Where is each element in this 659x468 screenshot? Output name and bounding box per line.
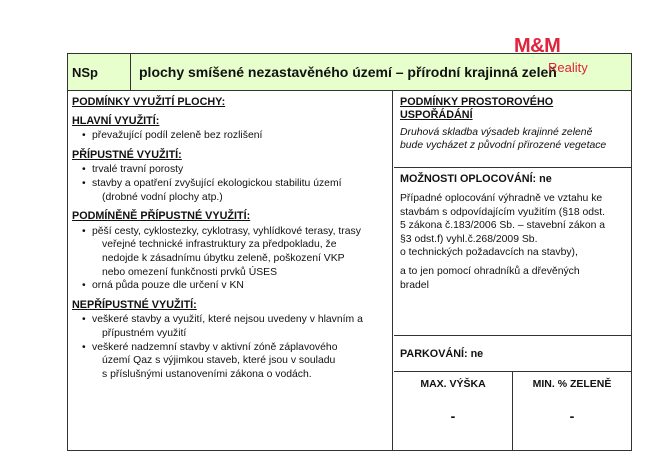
list-item (82, 177, 388, 204)
max-height-value: - (450, 408, 456, 424)
forbidden-usage-title: NEPŘÍPUSTNÉ VYUŽITÍ: (72, 298, 197, 311)
list-item-text: veškeré nadzemní stavby v aktivní zóně záplavového (92, 341, 338, 353)
fencing-title: MOŽNOSTI OPLOCOVÁNÍ: ne (400, 173, 552, 185)
list-item (82, 341, 388, 382)
main-usage-list (72, 129, 388, 143)
watermark-logo-sub: Reality (548, 60, 588, 75)
main-usage-title: HLAVNÍ VYUŽITÍ: (72, 114, 160, 127)
list-item (82, 225, 388, 279)
fencing-section (394, 168, 631, 336)
spatial-section (394, 91, 631, 168)
fencing-text-line: a to jen pomocí ohradníků a dřevěných (400, 266, 580, 278)
max-height-cell (394, 372, 512, 450)
table-header (68, 54, 631, 91)
fencing-text-line: o technických požadavcích na stavby), (400, 247, 578, 259)
list-item-continuation: (drobné vodní plochy atp.) (102, 191, 223, 203)
spatial-title: PODMÍNKY PROSTOROVÉHO USPOŘÁDÁNÍ (400, 96, 554, 122)
allowed-usage-list (72, 163, 388, 204)
regulation-table (67, 53, 632, 451)
usage-heading: PODMÍNKY VYUŽITÍ PLOCHY: (72, 96, 226, 108)
limits-row (394, 372, 631, 450)
fencing-text-line: Případné oplocování výhradně ve vztahu ke (400, 193, 603, 205)
list-item-text: stavby a opatření zvyšující ekologickou stabilitu území (92, 177, 342, 189)
list-item (82, 313, 388, 340)
allowed-usage-title: PŘÍPUSTNÉ VYUŽITÍ: (72, 148, 182, 161)
list-item: • orná půda pouze dle určení v KN (82, 279, 388, 293)
usage-conditions (68, 91, 393, 450)
list-item: • trvalé travní porosty (82, 163, 388, 177)
zone-code: NSp (68, 54, 131, 90)
list-item-continuation: území Qaz s výjimkou staveb, které jsou v souladu (102, 355, 336, 367)
spatial-text-line: bude vycházet z původní přirozené vegetace (400, 140, 607, 152)
max-height-label: MAX. VÝŠKA (420, 378, 486, 390)
list-item-continuation: nebo omezení funkčnosti prvků ÚSES (102, 266, 278, 278)
min-green-cell (512, 372, 631, 450)
forbidden-usage-list (72, 313, 388, 381)
fencing-text-line: 5 zákona č.183/2006 Sb. – stavební zákon a (400, 220, 606, 232)
fencing-text-line: §3 odst.f) vyhl.č.268/2009 Sb. (400, 233, 538, 245)
conditional-usage-title: PODMÍNĚNĚ PŘÍPUSTNÉ VYUŽITÍ: (72, 210, 251, 223)
min-green-value: - (569, 408, 575, 424)
fencing-text-line: stavbám s odpovídajícím využitím (§18 odst. (400, 206, 606, 218)
list-item-text: pěší cesty, cyklostezky, cyklotrasy, vyhlídkové terasy, trasy (92, 225, 361, 237)
parking-section (394, 336, 631, 372)
list-item: • převažující podíl zeleně bez rozlišení (82, 129, 388, 143)
right-column (394, 91, 631, 450)
conditional-usage-list (72, 225, 388, 293)
fencing-text-line: bradel (400, 279, 429, 291)
min-green-label: MIN. % ZELENĚ (532, 378, 612, 390)
list-item-continuation: nedojde k zásadnímu úbytku zeleně, poškození VKP (102, 252, 345, 264)
list-item-continuation: přípustném využití (102, 327, 187, 339)
watermark-logo: M&M (514, 35, 561, 57)
zone-title: plochy smíšené nezastavěného území – přírodní krajinná zeleň (131, 54, 631, 90)
list-item-text: veškeré stavby a využití, které nejsou uvedeny v hlavním a (92, 314, 363, 326)
parking-title: PARKOVÁNÍ: ne (400, 348, 484, 360)
list-item-continuation: veřejné technické infrastruktury za předpokladu, že (102, 239, 337, 251)
list-item-continuation: s příslušnými ustanoveními zákona o vodách. (102, 368, 312, 380)
spatial-text-line: Druhová skladba výsadeb krajinné zeleně (400, 126, 593, 138)
